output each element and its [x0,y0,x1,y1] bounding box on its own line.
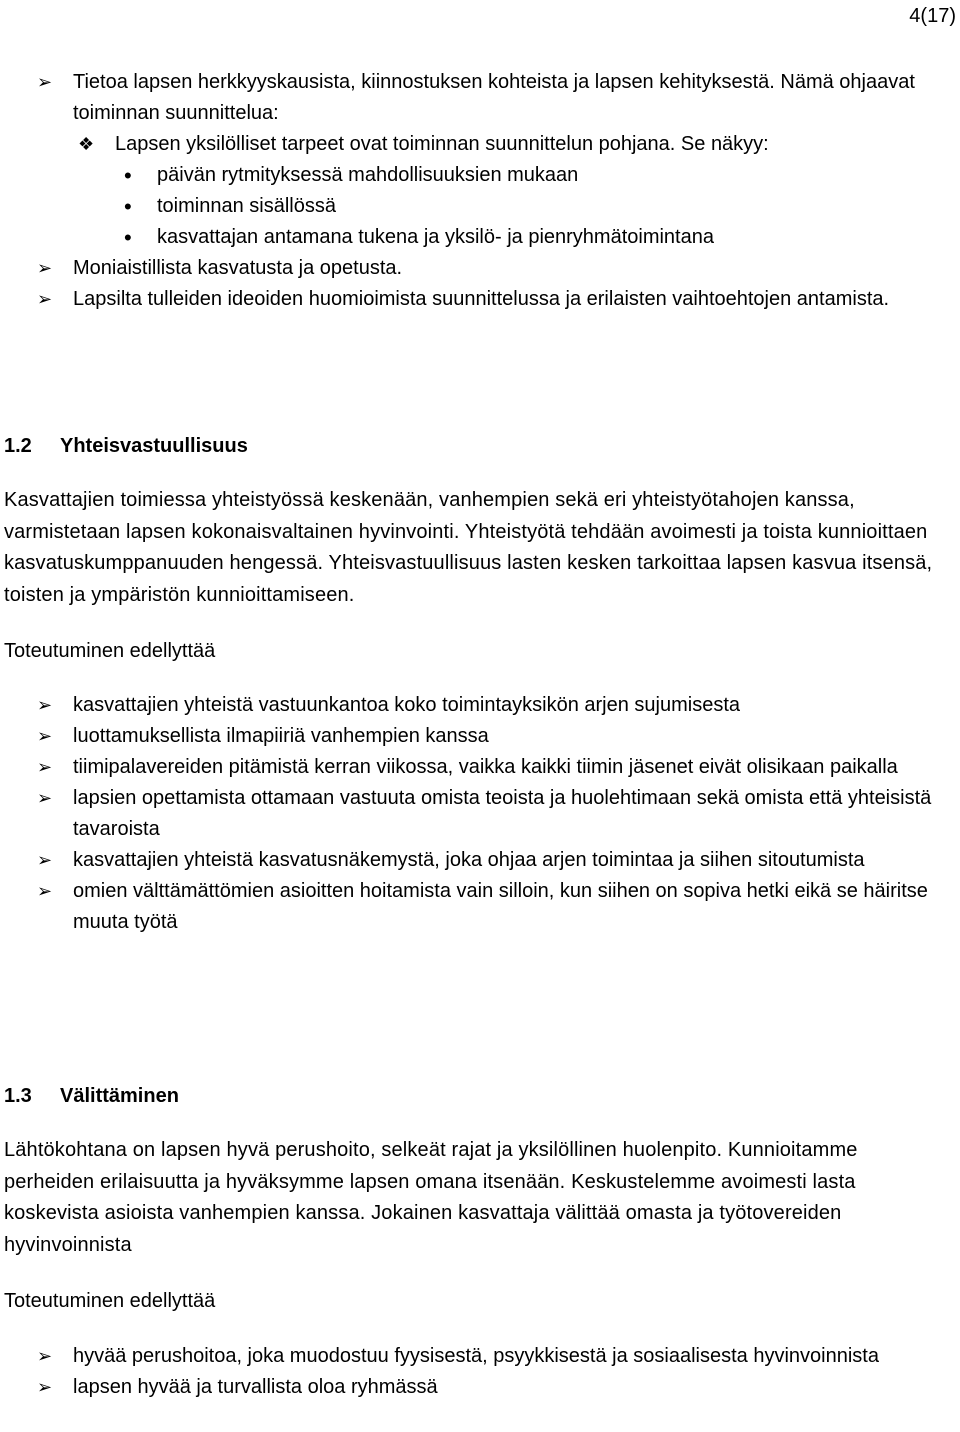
list-item: • kasvattajan antamana tukena ja yksilö- ja pienryhmätoimintana [0,222,960,253]
list-item: ➢ lapsien opettamista ottamaan vastuuta omista teoista ja huolehtimaan sekä omista että yhteisistä tavaroista [0,783,960,845]
list-item: ➢ hyvää perushoitoa, joka muodostuu fyysisestä, psyykkisestä ja sosiaalisesta hyvinvoinnista [0,1341,960,1372]
arrow-bullet-icon: ➢ [37,726,53,746]
arrow-bullet-icon: ➢ [37,757,53,777]
arrow-bullet-icon: ➢ [37,881,53,901]
arrow-bullet-icon: ➢ [37,788,53,808]
section-paragraph: Kasvattajien toimiessa yhteistyössä keskenään, vanhempien sekä eri yhteistyötahojen kanssa, varmistetaan lapsen kokonaisvaltainen hyvinvointi. Yhteistyötä tehdään avoimesti ja toista kunnioittaen kasvatuskumppanuuden hengessä. Yhteisvastuullisuus lasten kesken tarkoittaa lapsen kasvua itsensä, toisten ja ympäristön kunnioittamiseen. [4,489,933,606]
dot-bullet-icon: • [124,225,132,250]
requirements-list [0,1341,960,1403]
requirements-list [0,690,960,938]
arrow-bullet-icon: ➢ [37,258,53,278]
requirements-label: Toteutuminen edellyttää [4,1290,216,1312]
section-paragraph: Lähtökohtana on lapsen hyvä perushoito, selkeät rajat ja yksilöllinen huolenpito. Kunnioitamme perheiden erilaisuutta ja hyväksymme lapsen omana itsenään. Keskustelemme avoimesti lasta koskevista asioista vanhempien kanssa. Jokainen kasvattaja välittää omasta ja työtovereiden hyvinvoinnista [4,1139,858,1256]
page-number: 4(17) [909,5,956,27]
list-item: ➢ tiimipalavereiden pitämistä kerran viikossa, vaikka kaikki tiimin jäsenet eivät olisikaan paikalla [0,752,960,783]
list-item: ➢ omien välttämättömien asioitten hoitamista vain silloin, kun siihen on sopiva hetki eikä se häiritse muuta työtä [0,876,960,938]
section-heading: 1.2 Yhteisvastuullisuus [4,435,248,457]
dot-bullet-icon: • [124,194,132,219]
intro-list [0,67,960,315]
list-item: ➢ Tietoa lapsen herkkyyskausista, kiinnostuksen kohteista ja lapsen kehityksestä. Nämä ohjaavat toiminnan suunnittelua: [0,67,960,129]
list-item: ➢ kasvattajien yhteistä kasvatusnäkemystä, joka ohjaa arjen toimintaa ja siihen sitoutumista [0,845,960,876]
dot-bullet-icon: • [124,163,132,188]
list-item: ➢ luottamuksellista ilmapiiriä vanhempien kanssa [0,721,960,752]
arrow-bullet-icon: ➢ [37,1377,53,1397]
arrow-bullet-icon: ➢ [37,850,53,870]
requirements-label: Toteutuminen edellyttää [4,640,216,662]
list-item: ❖ Lapsen yksilölliset tarpeet ovat toiminnan suunnittelun pohjana. Se näkyy: [0,129,960,160]
arrow-bullet-icon: ➢ [37,695,53,715]
list-item: • toiminnan sisällössä [0,191,960,222]
list-item: ➢ kasvattajien yhteistä vastuunkantoa koko toimintayksikön arjen sujumisesta [0,690,960,721]
list-item: • päivän rytmityksessä mahdollisuuksien mukaan [0,160,960,191]
list-item: ➢ lapsen hyvää ja turvallista oloa ryhmässä [0,1372,960,1403]
arrow-bullet-icon: ➢ [37,289,53,309]
arrow-bullet-icon: ➢ [37,1346,53,1366]
section-heading: 1.3 Välittäminen [4,1085,179,1107]
list-item: ➢ Lapsilta tulleiden ideoiden huomioimista suunnittelussa ja erilaisten vaihtoehtojen antamista. [0,284,960,315]
list-item: ➢ Moniaistillista kasvatusta ja opetusta. [0,253,960,284]
diamond-bullet-icon: ❖ [78,134,95,154]
arrow-bullet-icon: ➢ [37,72,53,92]
